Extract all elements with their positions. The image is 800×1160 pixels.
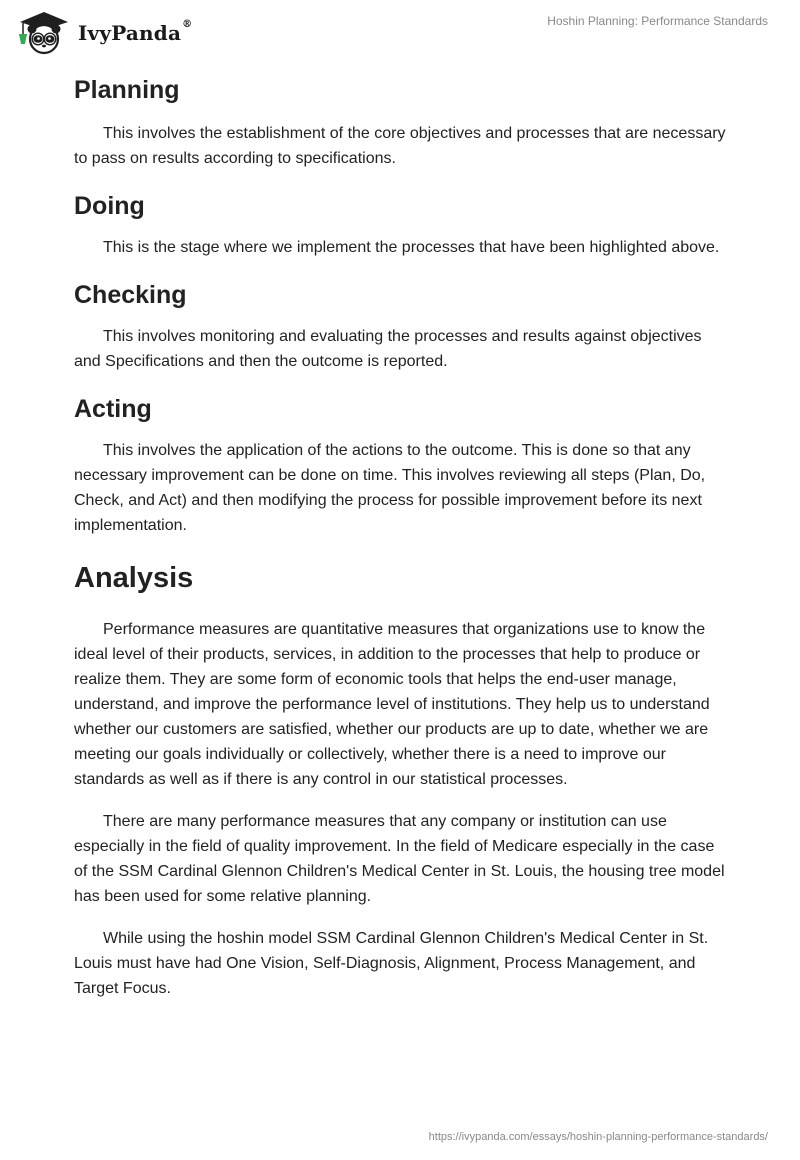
section-text-planning: This involves the establishment of the core objectives and processes that are necessary to pass on results according to specifications. [74,125,726,167]
analysis-paragraph: There are many performance measures that any company or institution can use especially in the field of quality improvement. In the field of Medicare especially in the case of the SSM Cardinal Glennon Children's Medical Center in St. Louis, the housing tree model has been used for some relative planning. [74,813,725,905]
logo-wordmark: IvyPanda® [78,19,193,45]
registered-mark: ® [182,19,193,30]
analysis-paragraph: Performance measures are quantitative measures that organizations use to know the ideal level of their products, services, in addition to the processes that help to produce or realize them. They are some form of economic tools that helps the end-user manage, understand, and improve the performance level of institutions. They help us to understand whether our customers are satisfied, whether our products are up to date, whether we are meeting our goals individually or collectively, whether there is a need to improve our standards as well as if there is any control in our statistical processes. [74,621,710,788]
analysis-paragraph: While using the hoshin model SSM Cardinal Glennon Children's Medical Center in St. Louis must have had One Vision, Self-Diagnosis, Alignment, Process Management, and Target Focus. [74,930,709,997]
section-text-acting: This involves the application of the actions to the outcome. This is done so that any necessary improvement can be done on time. This involves reviewing all steps (Plan, Do, Check, and Act) and then modifying the process for possible improvement before its next implementation. [74,442,706,534]
ivypanda-logo[interactable] [14,8,214,56]
footer-source-url[interactable]: https://ivypanda.com/essays/hoshin-planning-performance-standards/ [428,1131,768,1143]
section-title-planning: Planning [74,76,180,104]
panda-graduation-icon [14,8,72,56]
article-body [74,70,730,1001]
page-title: Hoshin Planning: Performance Standards [547,14,768,28]
section-text-doing: This is the stage where we implement the processes that have been highlighted above. [103,239,720,256]
section-text-checking: This involves monitoring and evaluating the processes and results against objectives and Specifications and then the outcome is reported. [74,328,702,370]
section-title-doing: Doing [74,192,145,220]
page-header [0,0,800,60]
section-title-analysis: Analysis [74,562,194,594]
section-title-acting: Acting [74,395,152,423]
section-title-checking: Checking [74,281,187,309]
